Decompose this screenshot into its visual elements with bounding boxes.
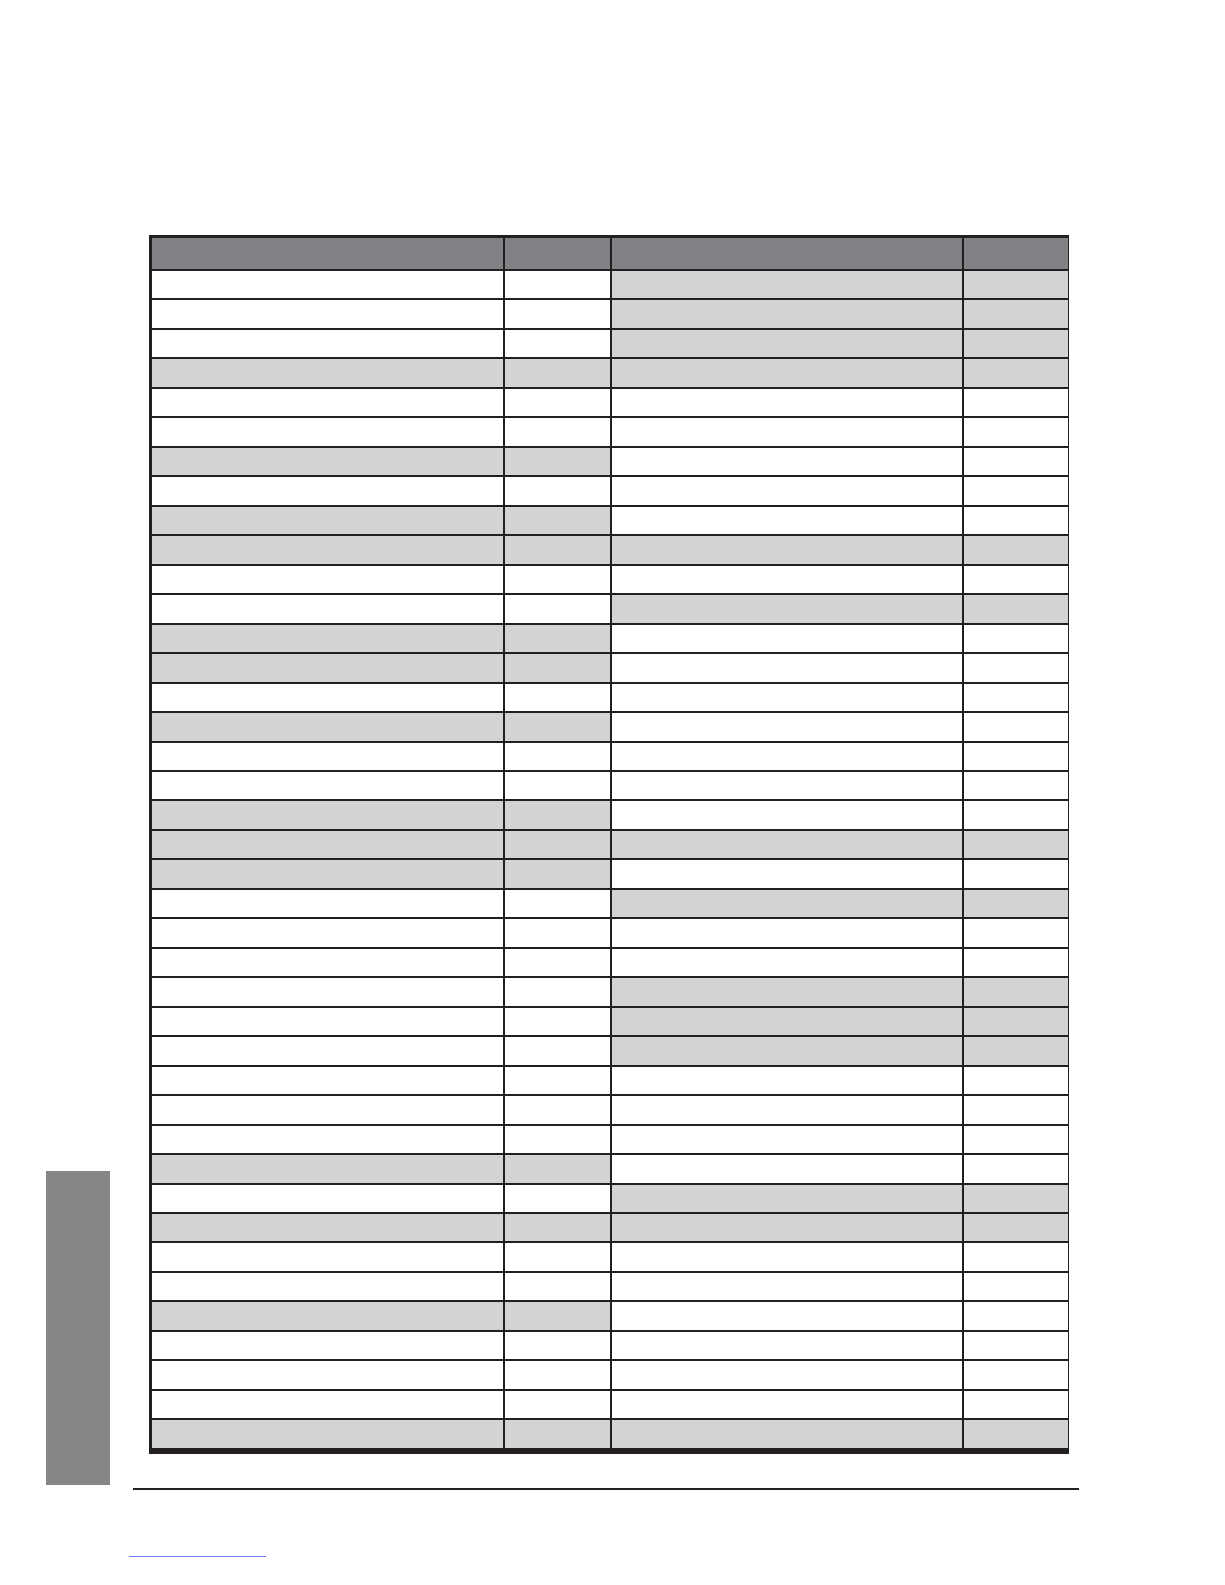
table-cell-left-name: [152, 418, 503, 445]
table-header-left-name: [152, 238, 503, 269]
table-cell-right-value: [964, 978, 1068, 1005]
table-cell-right-value: [964, 389, 1068, 416]
table-cell-right-value: [964, 330, 1068, 357]
table-cell-right-name: [612, 595, 962, 622]
table-cell-left-name: [152, 1361, 503, 1388]
table-cell-right-value: [964, 890, 1068, 917]
table-cell-left-value: [505, 1420, 610, 1447]
table-cell-right-value: [964, 1243, 1068, 1270]
footer-link-underline: [129, 1556, 266, 1557]
table-cell-left-name: [152, 595, 503, 622]
table-header-right-value: [964, 238, 1068, 269]
table-cell-right-name: [612, 1214, 962, 1241]
table-cell-left-value: [505, 448, 610, 475]
table-cell-left-value: [505, 271, 610, 298]
table-cell-left-value: [505, 1361, 610, 1388]
table-cell-left-name: [152, 448, 503, 475]
data-table: [149, 235, 1069, 1454]
table-cell-left-value: [505, 1096, 610, 1123]
table-cell-left-name: [152, 831, 503, 858]
table-cell-left-value: [505, 1008, 610, 1035]
table-cell-left-name: [152, 1420, 503, 1447]
table-cell-left-value: [505, 1155, 610, 1182]
table-cell-right-value: [964, 1096, 1068, 1123]
table-cell-right-name: [612, 359, 962, 386]
table-cell-left-name: [152, 566, 503, 593]
table-cell-left-value: [505, 300, 610, 327]
table-cell-right-name: [612, 801, 962, 828]
table-cell-left-value: [505, 536, 610, 563]
table-cell-left-name: [152, 507, 503, 534]
table-cell-right-value: [964, 300, 1068, 327]
table-cell-right-name: [612, 1185, 962, 1212]
table-cell-left-name: [152, 1302, 503, 1329]
table-cell-left-value: [505, 359, 610, 386]
table-cell-right-name: [612, 566, 962, 593]
table-cell-right-value: [964, 625, 1068, 652]
table-cell-left-value: [505, 625, 610, 652]
table-cell-left-name: [152, 1008, 503, 1035]
table-cell-left-name: [152, 536, 503, 563]
table-cell-right-name: [612, 625, 962, 652]
table-cell-left-name: [152, 978, 503, 1005]
table-cell-left-value: [505, 654, 610, 681]
table-cell-left-value: [505, 743, 610, 770]
table-cell-left-value: [505, 919, 610, 946]
table-cell-right-value: [964, 595, 1068, 622]
table-cell-right-name: [612, 1126, 962, 1153]
table-cell-right-value: [964, 919, 1068, 946]
table-cell-right-name: [612, 1037, 962, 1064]
table-cell-left-name: [152, 949, 503, 976]
table-cell-right-value: [964, 1420, 1068, 1447]
table-cell-right-value: [964, 1067, 1068, 1094]
table-cell-left-value: [505, 1243, 610, 1270]
table-cell-right-value: [964, 566, 1068, 593]
table-cell-right-name: [612, 1420, 962, 1447]
table-cell-right-value: [964, 1361, 1068, 1388]
table-cell-right-value: [964, 1037, 1068, 1064]
table-cell-right-name: [612, 713, 962, 740]
table-cell-left-name: [152, 300, 503, 327]
table-cell-right-value: [964, 1391, 1068, 1418]
table-cell-right-value: [964, 1155, 1068, 1182]
table-cell-left-value: [505, 831, 610, 858]
table-cell-right-value: [964, 684, 1068, 711]
table-cell-left-name: [152, 1155, 503, 1182]
table-cell-right-name: [612, 919, 962, 946]
table-cell-left-name: [152, 919, 503, 946]
table-cell-right-name: [612, 1243, 962, 1270]
table-cell-left-value: [505, 949, 610, 976]
table-cell-right-name: [612, 507, 962, 534]
table-cell-left-value: [505, 1302, 610, 1329]
table-cell-right-name: [612, 1155, 962, 1182]
table-cell-left-value: [505, 772, 610, 799]
table-cell-left-value: [505, 1185, 610, 1212]
table-cell-right-value: [964, 359, 1068, 386]
table-cell-right-value: [964, 507, 1068, 534]
table-cell-left-name: [152, 271, 503, 298]
table-cell-right-name: [612, 1273, 962, 1300]
table-cell-right-value: [964, 860, 1068, 887]
table-cell-right-name: [612, 330, 962, 357]
table-cell-left-name: [152, 1391, 503, 1418]
table-cell-left-value: [505, 713, 610, 740]
table-cell-right-value: [964, 1126, 1068, 1153]
table-cell-left-value: [505, 1273, 610, 1300]
table-cell-left-name: [152, 1037, 503, 1064]
table-cell-right-name: [612, 684, 962, 711]
table-cell-left-value: [505, 389, 610, 416]
table-cell-right-name: [612, 389, 962, 416]
table-cell-left-name: [152, 625, 503, 652]
table-cell-left-name: [152, 713, 503, 740]
table-cell-left-name: [152, 1273, 503, 1300]
table-cell-left-name: [152, 389, 503, 416]
table-cell-right-name: [612, 978, 962, 1005]
table-cell-right-value: [964, 477, 1068, 504]
table-cell-left-name: [152, 743, 503, 770]
table-cell-right-value: [964, 1332, 1068, 1359]
table-cell-right-name: [612, 949, 962, 976]
table-cell-right-name: [612, 772, 962, 799]
table-cell-left-value: [505, 1391, 610, 1418]
table-cell-right-value: [964, 1214, 1068, 1241]
table-cell-left-name: [152, 1332, 503, 1359]
table-cell-right-value: [964, 831, 1068, 858]
table-cell-right-name: [612, 890, 962, 917]
table-cell-left-value: [505, 595, 610, 622]
table-cell-right-name: [612, 477, 962, 504]
table-cell-right-name: [612, 860, 962, 887]
table-cell-left-value: [505, 418, 610, 445]
table-cell-left-name: [152, 654, 503, 681]
table-cell-left-value: [505, 507, 610, 534]
footer-rule: [133, 1488, 1079, 1490]
table-cell-right-value: [964, 713, 1068, 740]
table-cell-left-value: [505, 1214, 610, 1241]
table-cell-right-value: [964, 654, 1068, 681]
table-cell-left-name: [152, 684, 503, 711]
table-cell-right-name: [612, 743, 962, 770]
table-cell-right-value: [964, 536, 1068, 563]
table-cell-right-name: [612, 418, 962, 445]
table-cell-right-name: [612, 271, 962, 298]
section-side-tab: [46, 1171, 110, 1485]
table-cell-right-value: [964, 1273, 1068, 1300]
table-cell-right-value: [964, 772, 1068, 799]
table-cell-left-name: [152, 772, 503, 799]
table-cell-right-name: [612, 1008, 962, 1035]
table-cell-left-name: [152, 330, 503, 357]
table-cell-right-value: [964, 1008, 1068, 1035]
table-cell-left-value: [505, 684, 610, 711]
table-cell-left-value: [505, 477, 610, 504]
table-cell-right-name: [612, 1096, 962, 1123]
table-cell-right-value: [964, 418, 1068, 445]
table-cell-right-name: [612, 1302, 962, 1329]
table-header-right-name: [612, 238, 962, 269]
table-cell-left-name: [152, 1185, 503, 1212]
table-cell-left-value: [505, 1067, 610, 1094]
table-cell-right-value: [964, 949, 1068, 976]
table-cell-left-value: [505, 1332, 610, 1359]
table-cell-left-name: [152, 860, 503, 887]
table-cell-left-value: [505, 890, 610, 917]
table-cell-left-value: [505, 860, 610, 887]
table-cell-right-name: [612, 1332, 962, 1359]
table-cell-right-name: [612, 1067, 962, 1094]
table-cell-right-value: [964, 1185, 1068, 1212]
table-header-left-value: [505, 238, 610, 269]
table-cell-right-value: [964, 1302, 1068, 1329]
table-cell-left-name: [152, 890, 503, 917]
table-cell-left-name: [152, 801, 503, 828]
table-cell-right-name: [612, 536, 962, 563]
table-cell-left-name: [152, 1067, 503, 1094]
table-cell-left-value: [505, 1037, 610, 1064]
table-cell-right-name: [612, 448, 962, 475]
table-cell-left-value: [505, 566, 610, 593]
table-cell-right-name: [612, 300, 962, 327]
table-cell-left-name: [152, 1096, 503, 1123]
table-cell-right-name: [612, 831, 962, 858]
table-cell-left-value: [505, 801, 610, 828]
table-cell-right-name: [612, 654, 962, 681]
table-cell-right-value: [964, 801, 1068, 828]
table-cell-left-value: [505, 1126, 610, 1153]
table-cell-right-name: [612, 1361, 962, 1388]
table-cell-left-value: [505, 978, 610, 1005]
table-cell-left-value: [505, 330, 610, 357]
table-cell-right-value: [964, 448, 1068, 475]
table-cell-left-name: [152, 1243, 503, 1270]
table-cell-left-name: [152, 477, 503, 504]
table-cell-right-value: [964, 743, 1068, 770]
table-cell-right-name: [612, 1391, 962, 1418]
table-cell-left-name: [152, 1126, 503, 1153]
table-cell-right-value: [964, 271, 1068, 298]
table-cell-left-name: [152, 359, 503, 386]
table-cell-left-name: [152, 1214, 503, 1241]
